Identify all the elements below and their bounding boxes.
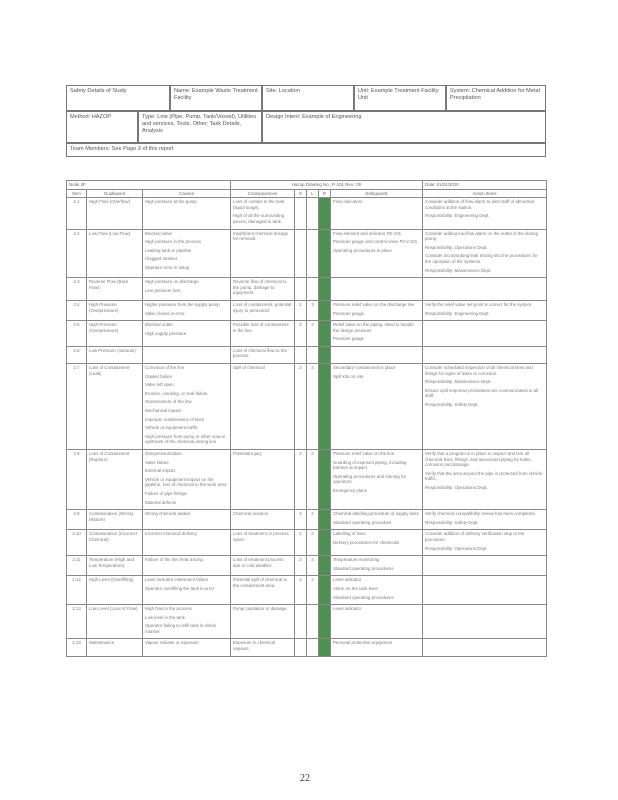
cell-risk: A: [319, 530, 331, 556]
header-cell-unit: [354, 85, 446, 111]
cell-consequences: [231, 556, 295, 576]
cell-safeguards: [331, 556, 423, 576]
cell-causes-line: Line pressure loss: [145, 287, 181, 293]
cell-actions-line: Responsibility: Operations Dept.: [425, 244, 488, 250]
cell-likelihood: 2: [307, 556, 319, 576]
cell-actions-line: Consider adding low-flow alarm on the outlet of the dosing pump.: [425, 230, 539, 242]
cell-actions-line: Responsibility: Safety Dept.: [425, 402, 479, 408]
header-label: Team Members: See Page 3 of this report: [70, 146, 174, 152]
cell-consequences: [231, 229, 295, 278]
cell-causes-line: Improper maintenance of lines: [145, 416, 205, 422]
table-row: [67, 229, 547, 278]
column-header: Consequences: [231, 189, 295, 198]
cell-item: 2.9: [67, 510, 87, 530]
cell-actions-line: Consider addition of flow alarm to alert staff of abnormal conditions at the station.: [425, 199, 534, 210]
cell-consequences-line: Insufficient chemical dosage for removal.: [233, 230, 289, 242]
cell-causes: [143, 198, 231, 229]
cell-consequences-line: Pump cavitation or damage.: [233, 606, 288, 612]
hazop-table: [66, 180, 547, 657]
column-header: Causes: [143, 189, 231, 198]
table-row: [67, 300, 547, 320]
table-row: [67, 556, 547, 576]
cell-consequences: [231, 198, 295, 229]
column-header: L: [307, 189, 319, 198]
cell-actions-line: Verify that a program is in place to inspect and test all chemical lines, fittings, and associated piping for leaks, corrosion and damage.: [425, 451, 532, 468]
cell-causes-line: Vehicle or equipment traffic: [145, 425, 198, 431]
cell-causes-line: Overpressurization: [145, 451, 182, 456]
cell-causes: [143, 346, 231, 363]
cell-item: 2.8: [67, 450, 87, 510]
cell-consequences: [231, 450, 295, 510]
cell-actions-line: Consider scheduled inspection of all chemical lines and fittings for signs of leaks or corrosion.: [425, 365, 533, 376]
cell-risk: A: [319, 300, 331, 320]
cell-actions-line: Verify that the area around the pipe is protected from vehicle traffic.: [425, 470, 543, 482]
cell-guideword: Low Level (Loss of Flow): [87, 605, 143, 639]
cell-safeguards: [331, 510, 423, 530]
cell-likelihood: 2: [307, 364, 319, 450]
cell-item: 2.6: [67, 346, 87, 363]
cell-actions-line: Responsibility: Operations Dept.: [425, 484, 488, 490]
cell-consequences-line: Loss of treatment process due to cold weather.: [233, 557, 284, 568]
cell-causes-line: External impact: [145, 468, 176, 474]
cell-severity: 2: [295, 556, 307, 576]
cell-guideword: High Flow (Overflow): [87, 198, 143, 229]
cell-consequences-line: Loss of containment, potential injury to personnel.: [233, 301, 292, 313]
cell-safeguards-line: Flow element and indicator FE-101: [333, 230, 402, 236]
cell-risk: [319, 639, 331, 656]
cell-safeguards: [331, 605, 423, 639]
cell-safeguards-line: Alarm on the tank level: [333, 585, 378, 591]
cell-actions-line: Ensure spill response procedures are communicated to all staff.: [425, 387, 539, 399]
column-header: Guideword: [87, 189, 143, 198]
header-label: Method: HAZOP: [70, 114, 112, 120]
cell-causes-line: Gasket failure: [145, 373, 173, 379]
cell-causes: [143, 556, 231, 576]
table-row: [67, 364, 547, 450]
cell-actions: [423, 450, 547, 510]
cell-likelihood: [307, 229, 319, 278]
cell-severity: 2: [295, 576, 307, 605]
cell-causes-line: Mechanical impact: [145, 408, 182, 414]
cell-safeguards-line: Pressure gauge: [333, 336, 364, 342]
header-label: Safety Details of Study: [70, 88, 127, 94]
cell-guideword: Low Pressure (Vacuum): [87, 346, 143, 363]
cell-actions: [423, 510, 547, 530]
cell-item: 2.4: [67, 300, 87, 320]
column-header: Action Items: [423, 189, 547, 198]
cell-actions-line: Responsibility: Maintenance Dept.: [425, 267, 492, 273]
column-header: S: [295, 189, 307, 198]
cell-actions-line: Responsibility: Engineering Dept.: [425, 213, 490, 219]
cell-guideword: Temperature (High and Low Temperature): [87, 556, 143, 576]
cell-safeguards: [331, 198, 423, 229]
cell-actions: [423, 530, 547, 556]
cell-causes-line: Incorrect chemical delivery: [145, 531, 197, 537]
cell-actions-line: Consider incorporating leak testing into the procedures for the operation of the systems.: [425, 253, 538, 264]
cell-safeguards-line: Level indicator: [333, 577, 362, 583]
cell-causes: [143, 364, 231, 450]
cell-item: 2.5: [67, 321, 87, 347]
header-label: System: Chemical Addition for Metal Precipitation: [450, 88, 540, 101]
cell-causes-line: Corrosion of the line: [145, 365, 185, 371]
cell-causes-line: Leaking tank or pipeline: [145, 247, 192, 253]
cell-actions-line: Responsibility: Maintenance Dept.: [425, 379, 492, 385]
cell-safeguards-line: Temperature monitoring: [333, 557, 380, 563]
cell-causes-line: Wrong chemical added: [145, 511, 190, 517]
cell-actions: [423, 556, 547, 576]
cell-risk: A: [319, 510, 331, 530]
cell-causes-line: Operator failing to refill tank in timely manner: [145, 623, 217, 634]
cell-causes-line: Operator error in setup: [145, 264, 190, 270]
cell-actions-line: Responsibility: Operations Dept.: [425, 545, 488, 551]
cell-guideword: Loss of Containment (Leak): [87, 364, 143, 450]
header-label: Unit: Example Treatment Facility Unit: [358, 88, 439, 101]
cell-actions-line: Responsibility: Engineering Dept.: [425, 310, 490, 316]
cell-consequences-line: High of all the surrounding pieces, damaged to tank.: [233, 213, 285, 224]
cell-safeguards-line: Spill kits on site: [333, 373, 364, 379]
cell-causes-line: Higher pressure from the supply pump: [145, 301, 220, 307]
cell-causes-line: Blocked outlet: [145, 322, 173, 328]
cell-safeguards-line: Standard operating procedures: [333, 565, 394, 571]
cell-likelihood: [307, 639, 319, 656]
cell-safeguards-line: Pressure relief valve on the discharge line: [333, 301, 415, 307]
table-row: [67, 510, 547, 530]
cell-consequences: [231, 510, 295, 530]
cell-actions-line: Verify the relief valve set point is correct for the system.: [425, 301, 533, 307]
cell-item: 2.11: [67, 556, 87, 576]
cell-consequences: [231, 639, 295, 656]
cell-safeguards-line: Operating procedures and training for operators: [333, 473, 406, 485]
cell-safeguards: [331, 530, 423, 556]
drawing-label: Hazop Drawing No.: P-101 Rev.: 00: [231, 181, 423, 190]
cell-consequences: [231, 321, 295, 347]
table-row: [67, 198, 547, 229]
cell-causes-line: Erosion, cracking, or seal failure: [145, 390, 208, 396]
header-label: Type: Line (Pipe, Pump, Tank/Vessel), Utilities and services, Tools, Other; Task Details, Analysis: [142, 114, 256, 134]
cell-safeguards: [331, 278, 423, 301]
cell-causes-line: Valve closed in error: [145, 310, 185, 316]
cell-item: 2.3: [67, 278, 87, 301]
cell-severity: 2: [295, 300, 307, 320]
header-label: Site: Location: [266, 88, 300, 94]
cell-causes-line: Valve left open: [145, 382, 174, 388]
cell-safeguards-line: Pressure relief valve on the line: [333, 451, 395, 456]
table-row: [67, 605, 547, 639]
cell-actions-line: Consider addition of delivery verification step to the procedure.: [425, 531, 525, 542]
cell-consequences-line: Loss of contact to the tank (liquid surge).: [233, 199, 285, 210]
cell-item: 2.1: [67, 198, 87, 229]
cell-causes: [143, 321, 231, 347]
cell-item: 2.12: [67, 576, 87, 605]
cell-risk: A: [319, 364, 331, 450]
cell-safeguards-line: Standard operating procedures: [333, 594, 394, 600]
header-cell-method: [66, 111, 138, 143]
table-row: [67, 321, 547, 347]
cell-guideword: Low Flow (Low Flow): [87, 229, 143, 278]
header-cell-team: [66, 143, 546, 157]
cell-causes-line: High pressure in the process: [145, 239, 201, 245]
cell-risk: A: [319, 576, 331, 605]
header-label: Name: Example Waste Treatment Facility: [174, 88, 258, 101]
cell-likelihood: 3: [307, 300, 319, 320]
cell-actions: [423, 576, 547, 605]
cell-consequences: [231, 576, 295, 605]
cell-consequences: [231, 300, 295, 320]
cell-safeguards-line: Guarding of exposed piping, including barriers at impact: [333, 459, 407, 471]
cell-risk: [319, 605, 331, 639]
header-cell-system: [446, 85, 546, 111]
header-cell-design-intent: [262, 111, 546, 143]
cell-causes-line: Operator overfilling the tank in error: [145, 585, 215, 591]
cell-consequences-line: Reverse flow of chemical to the pump, damage to equipment.: [233, 279, 287, 296]
column-header: Item: [67, 189, 87, 198]
cell-severity: 2: [295, 321, 307, 347]
cell-likelihood: 2: [307, 321, 319, 347]
cell-safeguards-line: Labelling of lines: [333, 531, 366, 537]
header-cell-name: [170, 85, 262, 111]
cell-actions: [423, 300, 547, 320]
cell-causes: [143, 278, 231, 301]
cell-causes-line: Material defects: [145, 499, 176, 505]
cell-causes: [143, 229, 231, 278]
cell-causes-line: High flow to the process: [145, 606, 192, 612]
cell-safeguards-line: Pressure gauge and control valve PCV-101: [333, 239, 418, 245]
cell-causes-line: Overpressure of the line: [145, 399, 192, 405]
cell-likelihood: [307, 278, 319, 301]
cell-safeguards: [331, 639, 423, 656]
cell-causes: [143, 605, 231, 639]
cell-likelihood: 2: [307, 530, 319, 556]
cell-likelihood: [307, 198, 319, 229]
cell-causes-line: High pressure from pump or other source upstream of the chemical dosing line: [145, 433, 226, 445]
cell-safeguards: [331, 300, 423, 320]
cell-safeguards-line: Operating procedures in place: [333, 247, 392, 253]
cell-guideword: High Level (Overfilling): [87, 576, 143, 605]
cell-causes: [143, 576, 231, 605]
cell-risk: A: [319, 321, 331, 347]
cell-guideword: Maintenance: [87, 639, 143, 656]
date-label: Date: 01/01/2020: [423, 181, 547, 190]
cell-safeguards-line: Emergency plans: [333, 487, 367, 493]
cell-consequences-line: Spill of chemical: [233, 365, 265, 371]
cell-consequences-line: Potential spill of chemical to the containment area.: [233, 577, 288, 588]
header-cell-details: [66, 85, 170, 111]
cell-consequences: [231, 346, 295, 363]
cell-safeguards: [331, 450, 423, 510]
cell-causes: [143, 510, 231, 530]
cell-risk: A: [319, 556, 331, 576]
cell-severity: [295, 198, 307, 229]
cell-causes-line: Vehicle or equipment impact on the pipeline, loss of chemical to the work area: [145, 476, 227, 488]
table-body: [67, 198, 547, 656]
cell-consequences-line: Loss of treatment or process upset.: [233, 531, 289, 542]
cell-causes-line: High pressure at the pump: [145, 199, 197, 205]
cell-actions-line: Verify chemical compatibility review has been completed.: [425, 511, 536, 517]
cell-safeguards: [331, 229, 423, 278]
cell-causes-line: Failure of the line heat tracing: [145, 557, 203, 563]
cell-causes-line: Valve failure: [145, 459, 169, 465]
cell-causes-line: Clogged strainer: [145, 256, 178, 262]
table-row: [67, 450, 547, 510]
table-row: [67, 639, 547, 656]
cell-causes-line: High supply pressure: [145, 330, 187, 336]
cell-causes: [143, 530, 231, 556]
cell-severity: [295, 229, 307, 278]
header-cell-site: [262, 85, 354, 111]
table-row: [67, 346, 547, 363]
table-row: [67, 576, 547, 605]
page-number: 22: [300, 773, 310, 784]
cell-severity: 2: [295, 364, 307, 450]
cell-risk: [319, 278, 331, 301]
cell-causes: [143, 450, 231, 510]
cell-consequences: [231, 278, 295, 301]
cell-safeguards: [331, 576, 423, 605]
cell-likelihood: [307, 605, 319, 639]
cell-consequences-line: Chemical reaction: [233, 511, 269, 517]
table-row: [67, 278, 547, 301]
cell-safeguards-line: Relief valve on the piping, rated to handle the design pressure: [333, 322, 414, 333]
cell-severity: [295, 639, 307, 656]
cell-consequences-line: Possible loss of containment in the line.: [233, 322, 289, 333]
cell-guideword: High Pressure (Overpressure): [87, 300, 143, 320]
cell-risk: [319, 346, 331, 363]
cell-severity: [295, 278, 307, 301]
cell-item: 2.2: [67, 229, 87, 278]
cell-risk: A: [319, 450, 331, 510]
cell-consequences: [231, 605, 295, 639]
header-label: Design Intent: Example of Engineering: [266, 114, 362, 120]
cell-item: 2.10: [67, 530, 87, 556]
cell-guideword: Contamination (Incorrect Chemical): [87, 530, 143, 556]
cell-safeguards-line: Standard operating procedure: [333, 519, 392, 525]
cell-likelihood: 2: [307, 576, 319, 605]
cell-actions: [423, 364, 547, 450]
header-cell-type: [138, 111, 262, 143]
cell-actions: [423, 639, 547, 656]
cell-actions: [423, 229, 547, 278]
cell-actions: [423, 198, 547, 229]
cell-causes-line: Failure of pipe fittings: [145, 490, 187, 496]
cell-guideword: High Pressure (Overpressure): [87, 321, 143, 347]
cell-safeguards-line: Level indicator: [333, 606, 362, 612]
table-meta-row: [67, 181, 547, 190]
cell-risk: [319, 229, 331, 278]
cell-item: 2.7: [67, 364, 87, 450]
cell-causes-line: Low level in the tank: [145, 614, 185, 620]
cell-safeguards: [331, 364, 423, 450]
cell-causes-line: Blocked valve: [145, 230, 173, 236]
cell-severity: 2: [295, 510, 307, 530]
cell-risk: A: [319, 198, 331, 229]
cell-consequences-line: Loss of chemical flow to the process.: [233, 347, 287, 359]
cell-severity: [295, 346, 307, 363]
cell-safeguards-line: Chemical labelling procedure of supply lines: [333, 511, 419, 517]
table-header-row: [67, 189, 547, 198]
cell-safeguards-line: Delivery procedures for chemicals: [333, 539, 400, 545]
cell-likelihood: [307, 346, 319, 363]
cell-consequences-line: Potential injury: [233, 451, 262, 456]
cell-guideword: Contamination (Wrong Mixture): [87, 510, 143, 530]
cell-consequences-line: Exposure to chemical vapours.: [233, 640, 275, 652]
cell-causes-line: Vapour release or exposure: [145, 640, 199, 646]
cell-actions: [423, 605, 547, 639]
cell-causes-line: Level indicator instrument failure: [145, 577, 209, 583]
cell-safeguards: [331, 321, 423, 347]
cell-safeguards-line: Secondary containment in place: [333, 365, 396, 371]
cell-likelihood: 2: [307, 510, 319, 530]
cell-safeguards: [331, 346, 423, 363]
cell-severity: [295, 605, 307, 639]
cell-consequences: [231, 364, 295, 450]
cell-guideword: Reverse Flow (Back Flow): [87, 278, 143, 301]
column-header: R: [319, 189, 331, 198]
cell-causes: [143, 300, 231, 320]
cell-consequences: [231, 530, 295, 556]
table-row: [67, 530, 547, 556]
cell-severity: 3: [295, 450, 307, 510]
cell-actions: [423, 278, 547, 301]
cell-guideword: Loss of Containment (Rupture): [87, 450, 143, 510]
cell-causes: [143, 639, 231, 656]
cell-safeguards-line: Personal protective equipment: [333, 640, 393, 646]
cell-safeguards-line: Flow indicators: [333, 199, 363, 205]
cell-causes-line: High pressure on discharge: [145, 279, 199, 285]
node-label: Node 2F: [67, 181, 231, 190]
column-header: Safeguards: [331, 189, 423, 198]
cell-likelihood: 2: [307, 450, 319, 510]
cell-item: 2.14: [67, 639, 87, 656]
cell-safeguards-line: Pressure gauge: [333, 310, 364, 316]
cell-item: 2.13: [67, 605, 87, 639]
cell-actions: [423, 346, 547, 363]
cell-severity: 2: [295, 530, 307, 556]
cell-actions: [423, 321, 547, 347]
cell-actions-line: Responsibility: Safety Dept.: [425, 519, 479, 525]
